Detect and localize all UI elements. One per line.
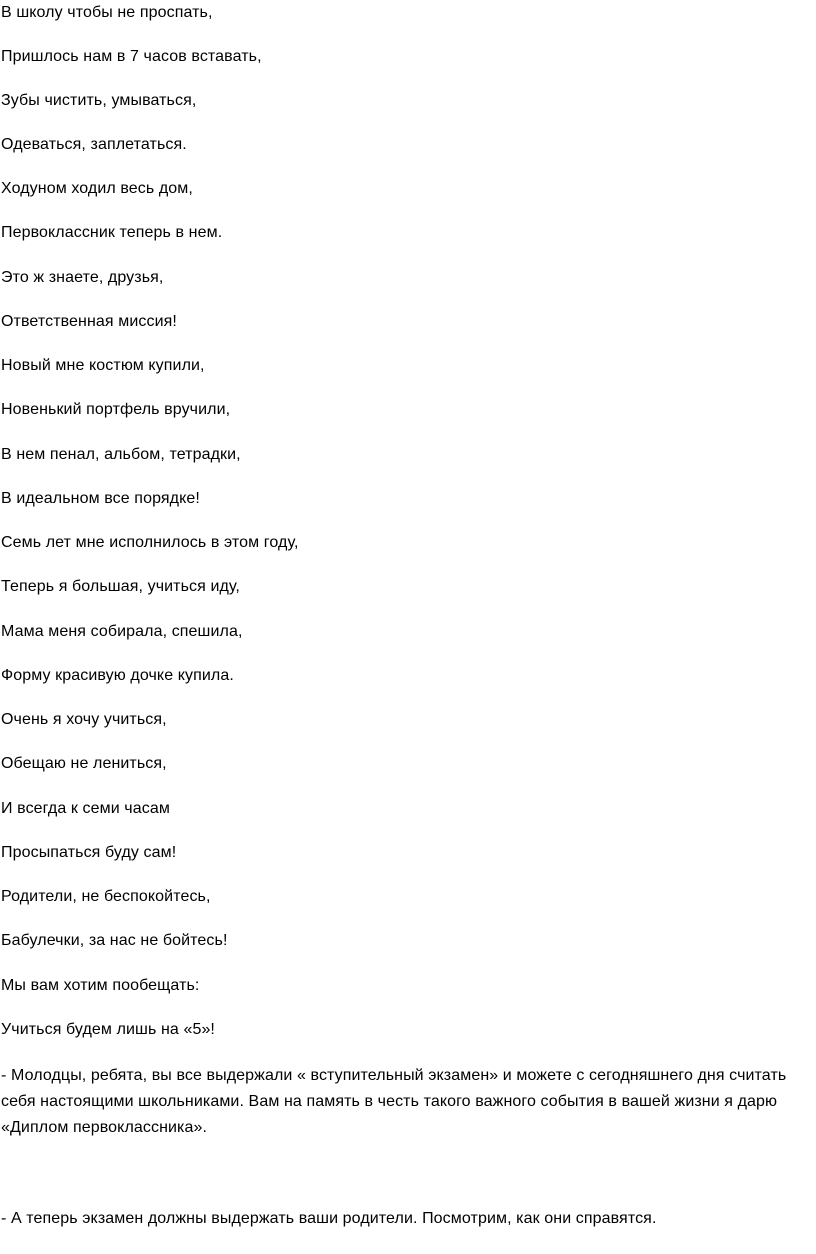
verse-line: Пришлось нам в 7 часов вставать, (1, 48, 262, 65)
verse-line: Просыпаться буду сам! (1, 844, 177, 861)
verse-line: Семь лет мне исполнилось в этом году, (1, 534, 299, 551)
verse-line: Новый мне костюм купили, (1, 357, 205, 374)
verse-line: Мы вам хотим пообещать: (1, 977, 200, 994)
verse-line: Зубы чистить, умываться, (1, 92, 197, 109)
verse-line: Новенький портфель вручили, (1, 401, 231, 418)
verse-line: Первоклассник теперь в нем. (1, 224, 223, 241)
verse-line: Одеваться, заплетаться. (1, 136, 187, 153)
paragraph-parents-exam: - А теперь экзамен должны выдержать ваши родители. Посмотрим, как они справятся. (1, 1210, 657, 1227)
verse-line: Обещаю не лениться, (1, 755, 167, 772)
verse-line: Бабулечки, за нас не бойтесь! (1, 932, 228, 949)
verse-line: Теперь я большая, учиться иду, (1, 578, 240, 595)
paragraph-diploma: - Молодцы, ребята, вы все выдержали « вступительный экзамен» и можете с сегодняшнего дня считать себя настоящими школьниками. Вам на память в честь такого важного события в вашей жизни я дарю «Диплом первоклассника». (1, 1067, 787, 1136)
verse-line: В идеальном все порядке! (1, 490, 200, 507)
verse-line: Ответственная миссия! (1, 313, 177, 330)
verse-line: В школу чтобы не проспать, (1, 4, 213, 21)
verse-line: Очень я хочу учиться, (1, 711, 167, 728)
verse-line: Родители, не беспокойтесь, (1, 888, 211, 905)
verse-line: Ходуном ходил весь дом, (1, 180, 193, 197)
verse-line: Мама меня собирала, спешила, (1, 623, 243, 640)
verse-line: В нем пенал, альбом, тетрадки, (1, 446, 241, 463)
verse-line: Это ж знаете, друзья, (1, 269, 164, 286)
verse-line: Учиться будем лишь на «5»! (1, 1021, 215, 1038)
verse-line: Форму красивую дочке купила. (1, 667, 234, 684)
verse-line: И всегда к семи часам (1, 800, 170, 817)
